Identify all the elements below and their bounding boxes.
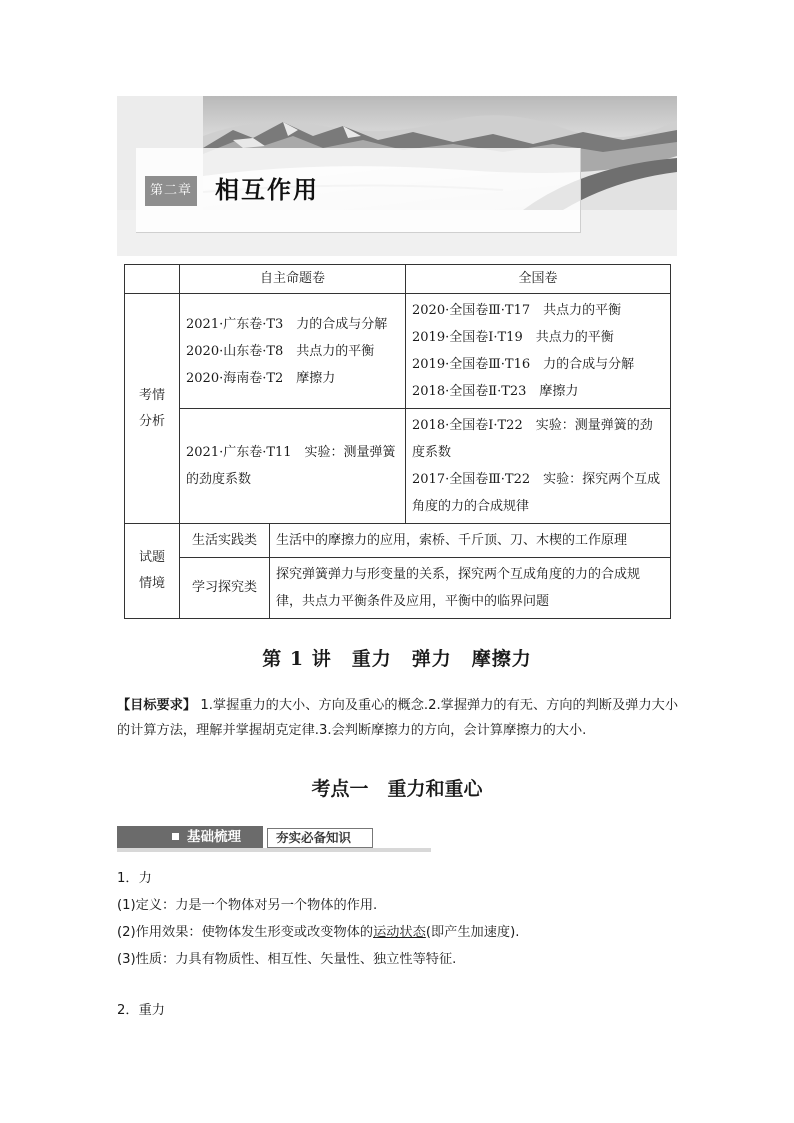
list-item: 2019·全国卷Ⅲ·T16 力的合成与分解 [412, 357, 635, 372]
force-effect [117, 923, 519, 943]
scenario-study-text: 探究弹簧弹力与形变量的关系，探究两个互成角度的力的合成规律，共点力平衡条件及应用，平衡中的临界问题 [270, 558, 671, 619]
objective-text: 1.掌握重力的大小、方向及重心的概念.2.掌握弹力的有无、方向的判断及弹力大小的计算方法，理解并掌握胡克定律.3.会判断摩擦力的方向，会计算摩擦力的大小. [117, 698, 679, 738]
exam-analysis-table [124, 264, 671, 619]
scenario-label-line: 情境 [138, 576, 165, 591]
chapter-title-panel [136, 148, 581, 233]
list-item: 2019·全国卷Ⅰ·T19 共点力的平衡 [412, 330, 614, 345]
list-item: 2020·海南卷·T2 摩擦力 [186, 370, 336, 386]
force-effect-underlined: 运动状态 [373, 925, 426, 940]
scenario-life-text: 生活中的摩擦力的应用，索桥、千斤顶、刀、木楔的工作原理 [270, 524, 671, 558]
analysis-national-experiment-cell [406, 409, 671, 524]
list-item: 2021·广东卷·T3 力的合成与分解 [186, 316, 388, 332]
table-row [125, 524, 671, 558]
section-bar-dark [117, 826, 263, 848]
list-item: 2020·山东卷·T8 共点力的平衡 [186, 343, 375, 359]
scenario-label-cell [125, 524, 180, 619]
objective-paragraph [117, 693, 679, 743]
objective-label: 【目标要求】 [117, 698, 197, 713]
analysis-label-line: 考情 [138, 387, 165, 403]
section-bar-tag-label: 夯实必备知识 [276, 830, 352, 845]
analysis-self-cell [180, 294, 406, 409]
list-item: 2018·全国卷Ⅱ·T23 摩擦力 [412, 384, 579, 399]
table-header-row [125, 265, 671, 294]
scenario-label-line: 试题 [138, 550, 165, 565]
scenario-study-label: 学习探究类 [180, 558, 270, 619]
force-definition: (1)定义：力是一个物体对另一个物体的作用. [117, 898, 378, 913]
force-nature: (3)性质：力具有物质性、相互性、矢量性、独立性等特征. [117, 952, 457, 967]
table-row [125, 558, 671, 619]
list-item: 2017·全国卷Ⅲ·T22 实验：探究两个互成角度的力的合成规律 [412, 472, 661, 514]
chapter-banner [117, 96, 677, 256]
chapter-badge: 第二章 [145, 176, 197, 206]
scenario-life-label: 生活实践类 [180, 524, 270, 558]
table-row [125, 294, 671, 409]
section-heading-gravity: 2．重力 [117, 1003, 165, 1018]
analysis-label-cell [125, 294, 180, 524]
keypoint-title: 考点一 重力和重心 [311, 778, 483, 800]
section-heading-force: 1．力 [117, 871, 152, 886]
analysis-national-cell [406, 294, 671, 409]
table-row [125, 409, 671, 524]
section-bar [117, 826, 431, 852]
analysis-label-line: 分析 [138, 413, 165, 429]
chapter-title: 相互作用 [215, 176, 319, 204]
table-corner-cell [125, 265, 180, 294]
lecture-title: 第 1 讲 重力 弹力 摩擦力 [262, 648, 532, 670]
header-national-exam: 全国卷 [406, 265, 671, 294]
force-effect-tail: (即产生加速度). [425, 925, 520, 940]
analysis-self-experiment-cell: 2021·广东卷·T11 实验：测量弹簧的劲度系数 [180, 409, 406, 524]
section-bar-label: 基础梳理 [187, 829, 241, 845]
section-bar-tag [267, 828, 373, 848]
square-bullet-icon [172, 833, 179, 840]
list-item: 2018·全国卷Ⅰ·T22 实验：测量弹簧的劲度系数 [412, 418, 653, 460]
header-self-exam: 自主命题卷 [180, 265, 406, 294]
section-bar-underline [117, 848, 431, 852]
list-item: 2020·全国卷Ⅲ·T17 共点力的平衡 [412, 303, 622, 318]
force-effect-text: (2)作用效果：使物体发生形变或改变物体的 [117, 925, 374, 940]
